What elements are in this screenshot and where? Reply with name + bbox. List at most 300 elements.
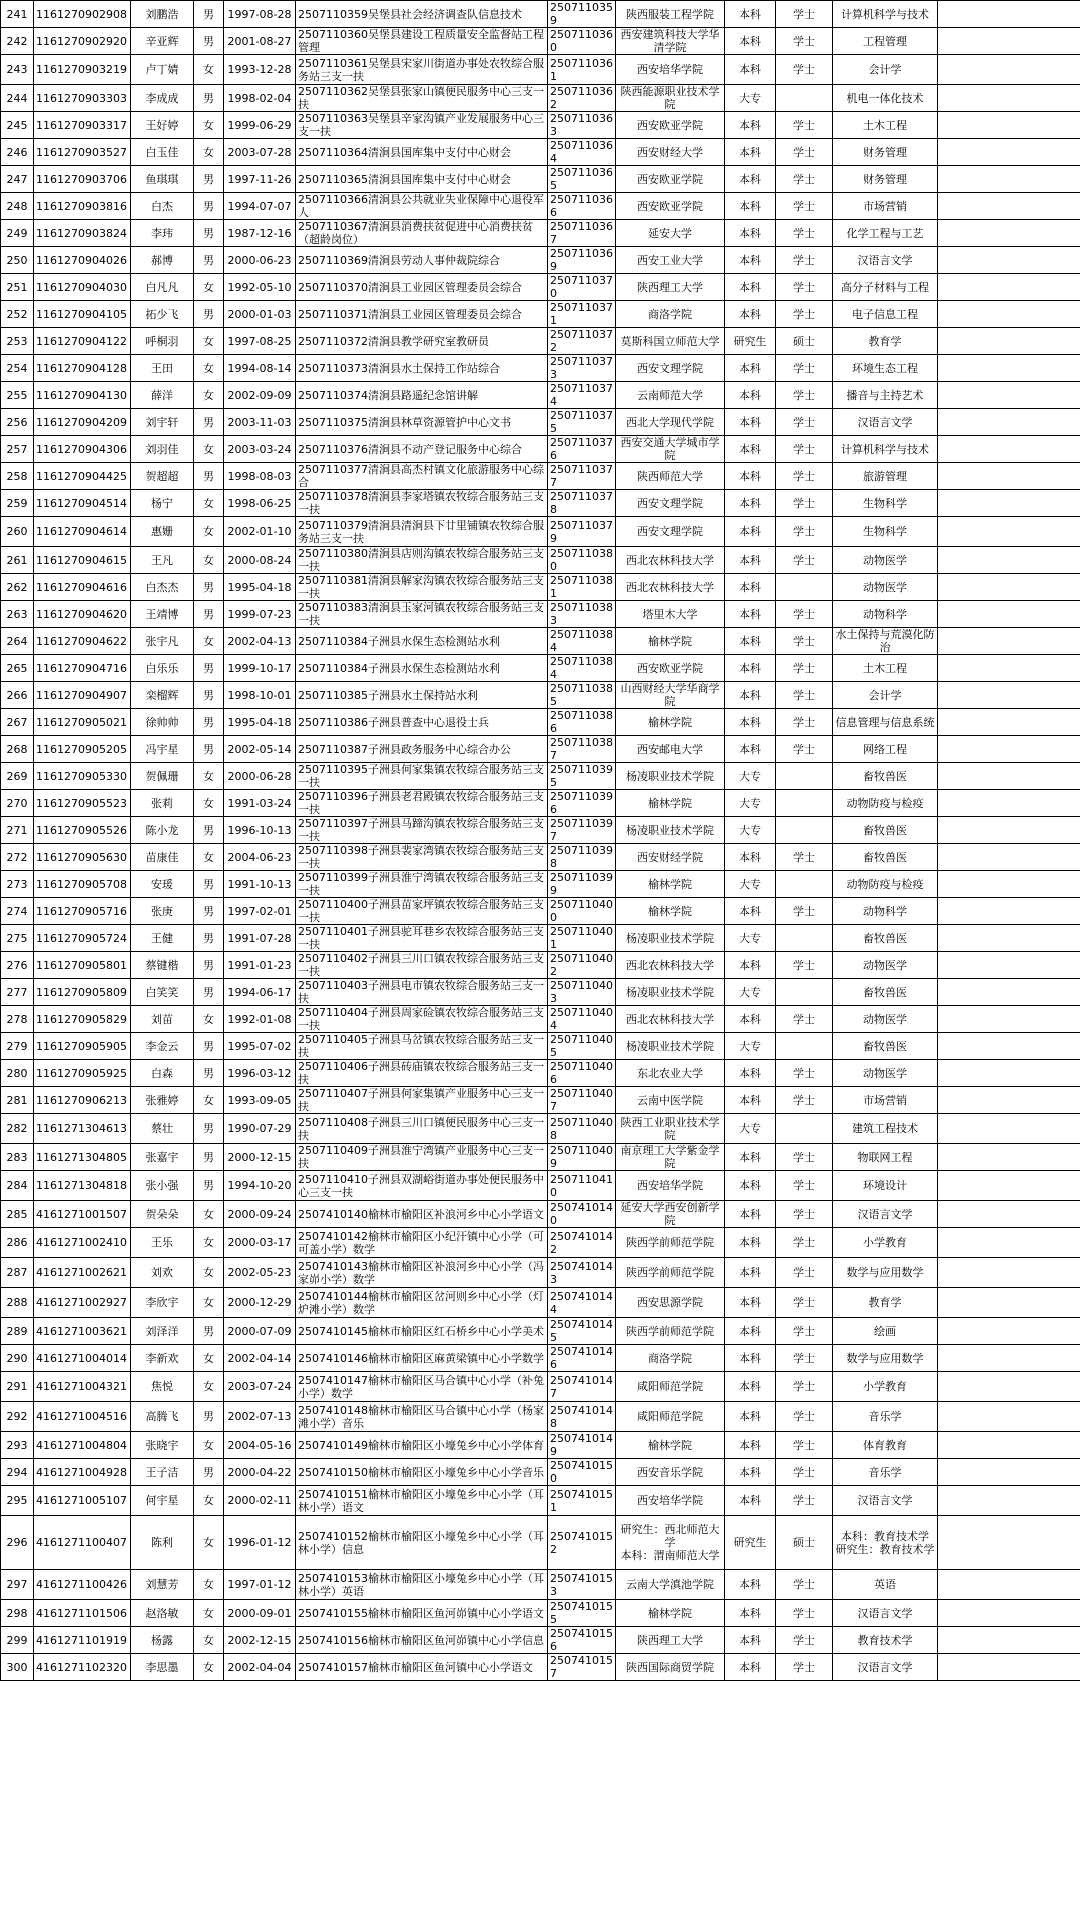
cell-birthdate: 2003-07-28: [224, 139, 296, 166]
table-row: [1, 574, 1080, 601]
cell-index: 292: [1, 1402, 34, 1432]
cell-education: 本科: [725, 1060, 776, 1087]
cell-major: 畜牧兽医: [833, 763, 938, 790]
cell-exam-id: 1161270904030: [34, 274, 131, 301]
cell-position-code: 2507410157: [548, 1654, 616, 1681]
cell-degree: 学士: [776, 139, 833, 166]
cell-blank: [938, 463, 1080, 490]
cell-name: 王凡: [131, 547, 194, 574]
cell-major: 教育学: [833, 328, 938, 355]
cell-degree: 学士: [776, 1144, 833, 1171]
table-row: [1, 166, 1080, 193]
cell-position-code: 2507110386: [548, 709, 616, 736]
cell-blank: [938, 85, 1080, 112]
cell-school: 陕西服装工程学院: [616, 1, 725, 28]
cell-position-code: 2507110365: [548, 166, 616, 193]
cell-major: 建筑工程技术: [833, 1114, 938, 1144]
cell-school: 西安欧亚学院: [616, 655, 725, 682]
cell-name: 贺超超: [131, 463, 194, 490]
cell-degree: 学士: [776, 1402, 833, 1432]
cell-position: 2507110364清涧县国库集中支付中心财会: [296, 139, 548, 166]
cell-exam-id: 1161270903317: [34, 112, 131, 139]
cell-name: 王乐: [131, 1228, 194, 1258]
cell-name: 李欣宇: [131, 1288, 194, 1318]
table-body: [1, 1, 1080, 1681]
cell-education: 本科: [725, 55, 776, 85]
cell-birthdate: 1987-12-16: [224, 220, 296, 247]
table-row: [1, 844, 1080, 871]
cell-birthdate: 1993-09-05: [224, 1087, 296, 1114]
cell-position-code: 2507110395: [548, 763, 616, 790]
cell-major: 化学工程与工艺: [833, 220, 938, 247]
table-row: [1, 247, 1080, 274]
cell-degree: 学士: [776, 301, 833, 328]
table-row: [1, 1033, 1080, 1060]
cell-position-code: 2507410155: [548, 1600, 616, 1627]
cell-index: 282: [1, 1114, 34, 1144]
cell-birthdate: 2000-06-28: [224, 763, 296, 790]
cell-birthdate: 2002-12-15: [224, 1627, 296, 1654]
cell-position: 2507410157榆林市榆阳区鱼河镇中心小学语文: [296, 1654, 548, 1681]
cell-exam-id: 4161271005107: [34, 1486, 131, 1516]
cell-exam-id: 4161271004516: [34, 1402, 131, 1432]
cell-gender: 女: [194, 1372, 224, 1402]
cell-degree: 学士: [776, 220, 833, 247]
cell-index: 272: [1, 844, 34, 871]
cell-gender: 女: [194, 1627, 224, 1654]
cell-education: 研究生: [725, 328, 776, 355]
cell-major: 工程管理: [833, 28, 938, 55]
cell-education: 本科: [725, 247, 776, 274]
cell-exam-id: 4161271004321: [34, 1372, 131, 1402]
table-row: [1, 355, 1080, 382]
cell-school: 延安大学: [616, 220, 725, 247]
cell-major: 计算机科学与技术: [833, 1, 938, 28]
cell-index: 266: [1, 682, 34, 709]
cell-index: 298: [1, 1600, 34, 1627]
cell-degree: 学士: [776, 1288, 833, 1318]
cell-position-code: 2507110384: [548, 655, 616, 682]
cell-school: 西安文理学院: [616, 355, 725, 382]
cell-school: 西安财经学院: [616, 844, 725, 871]
cell-major: 汉语言文学: [833, 409, 938, 436]
cell-index: 248: [1, 193, 34, 220]
table-row: [1, 871, 1080, 898]
cell-position: 2507110401子洲县驼耳巷乡农牧综合服务站三支一扶: [296, 925, 548, 952]
cell-degree: 学士: [776, 736, 833, 763]
cell-school: 陕西理工大学: [616, 1627, 725, 1654]
cell-blank: [938, 220, 1080, 247]
cell-position: 2507110399子洲县淮宁湾镇农牧综合服务站三支一扶: [296, 871, 548, 898]
cell-exam-id: 1161270905801: [34, 952, 131, 979]
cell-school: 陕西学前师范学院: [616, 1258, 725, 1288]
cell-school: 榆林学院: [616, 1600, 725, 1627]
cell-exam-id: 1161270904514: [34, 490, 131, 517]
cell-degree: 学士: [776, 1570, 833, 1600]
cell-school: 西安思源学院: [616, 1288, 725, 1318]
cell-position-code: 2507110373: [548, 355, 616, 382]
cell-exam-id: 1161270905724: [34, 925, 131, 952]
cell-birthdate: 2000-03-17: [224, 1228, 296, 1258]
cell-name: 白凡凡: [131, 274, 194, 301]
cell-gender: 女: [194, 1570, 224, 1600]
cell-exam-id: 1161270903706: [34, 166, 131, 193]
table-row: [1, 1171, 1080, 1201]
cell-position: 2507110360吴堡县建设工程质量安全监督站工程管理: [296, 28, 548, 55]
cell-position: 2507110410子洲县双湖峪街道办事处便民服务中心三支一扶: [296, 1171, 548, 1201]
cell-degree: 学士: [776, 436, 833, 463]
cell-major: 生物科学: [833, 517, 938, 547]
cell-blank: [938, 898, 1080, 925]
cell-education: 本科: [725, 1627, 776, 1654]
cell-position-code: 2507410146: [548, 1345, 616, 1372]
cell-degree: 学士: [776, 112, 833, 139]
cell-birthdate: 1996-10-13: [224, 817, 296, 844]
cell-exam-id: 1161270903219: [34, 55, 131, 85]
cell-birthdate: 2000-09-01: [224, 1600, 296, 1627]
cell-major: 电子信息工程: [833, 301, 938, 328]
cell-name: 卢丁婧: [131, 55, 194, 85]
cell-birthdate: 1994-06-17: [224, 979, 296, 1006]
cell-education: 本科: [725, 28, 776, 55]
cell-blank: [938, 979, 1080, 1006]
cell-degree: 学士: [776, 1459, 833, 1486]
cell-school: 云南大学滇池学院: [616, 1570, 725, 1600]
cell-name: 刘鹏浩: [131, 1, 194, 28]
cell-exam-id: 1161271304613: [34, 1114, 131, 1144]
table-row: [1, 301, 1080, 328]
cell-degree: 学士: [776, 355, 833, 382]
cell-gender: 男: [194, 247, 224, 274]
cell-gender: 男: [194, 463, 224, 490]
cell-major: 汉语言文学: [833, 247, 938, 274]
cell-major: 播音与主持艺术: [833, 382, 938, 409]
cell-birthdate: 1997-01-12: [224, 1570, 296, 1600]
cell-degree: 学士: [776, 193, 833, 220]
cell-education: 大专: [725, 763, 776, 790]
cell-position-code: 2507410143: [548, 1258, 616, 1288]
cell-school: 杨凌职业技术学院: [616, 817, 725, 844]
cell-education: 本科: [725, 1372, 776, 1402]
cell-birthdate: 2002-04-13: [224, 628, 296, 655]
cell-index: 289: [1, 1318, 34, 1345]
cell-position-code: 2507410144: [548, 1288, 616, 1318]
cell-degree: 学士: [776, 409, 833, 436]
cell-position-code: 2507110397: [548, 817, 616, 844]
cell-position: 2507110407子洲县何家集镇产业服务中心三支一扶: [296, 1087, 548, 1114]
cell-degree: 学士: [776, 1258, 833, 1288]
cell-degree: 学士: [776, 1228, 833, 1258]
cell-position: 2507110367清涧县消费扶贫促进中心消费扶贫（超龄岗位）: [296, 220, 548, 247]
cell-position: 2507110372清涧县教学研究室教研员: [296, 328, 548, 355]
cell-gender: 男: [194, 925, 224, 952]
cell-birthdate: 1997-08-25: [224, 328, 296, 355]
cell-gender: 女: [194, 517, 224, 547]
cell-birthdate: 2002-05-14: [224, 736, 296, 763]
cell-gender: 男: [194, 1318, 224, 1345]
cell-name: 李新欢: [131, 1345, 194, 1372]
cell-index: 262: [1, 574, 34, 601]
cell-name: 白杰: [131, 193, 194, 220]
cell-degree: 学士: [776, 1060, 833, 1087]
cell-degree: 学士: [776, 1600, 833, 1627]
cell-major: 会计学: [833, 55, 938, 85]
cell-birthdate: 2004-05-16: [224, 1432, 296, 1459]
cell-major: 汉语言文学: [833, 1201, 938, 1228]
cell-education: 本科: [725, 628, 776, 655]
cell-position-code: 2507110364: [548, 139, 616, 166]
cell-school: 榆林学院: [616, 898, 725, 925]
cell-exam-id: 1161270906213: [34, 1087, 131, 1114]
cell-gender: 女: [194, 763, 224, 790]
cell-name: 蔡键楷: [131, 952, 194, 979]
cell-birthdate: 1994-07-07: [224, 193, 296, 220]
cell-exam-id: 1161270904122: [34, 328, 131, 355]
table-row: [1, 193, 1080, 220]
cell-position-code: 2507110366: [548, 193, 616, 220]
cell-index: 260: [1, 517, 34, 547]
cell-school: 西安音乐学院: [616, 1459, 725, 1486]
cell-blank: [938, 1171, 1080, 1201]
cell-school: 塔里木大学: [616, 601, 725, 628]
cell-gender: 男: [194, 1171, 224, 1201]
cell-degree: 学士: [776, 382, 833, 409]
cell-exam-id: 1161270905716: [34, 898, 131, 925]
cell-index: 245: [1, 112, 34, 139]
cell-exam-id: 1161270905523: [34, 790, 131, 817]
cell-degree: 学士: [776, 547, 833, 574]
cell-position: 2507110386子洲县普查中心退役士兵: [296, 709, 548, 736]
cell-birthdate: 1998-02-04: [224, 85, 296, 112]
cell-birthdate: 2003-07-24: [224, 1372, 296, 1402]
cell-position-code: 2507410145: [548, 1318, 616, 1345]
table-row: [1, 328, 1080, 355]
cell-exam-id: 4161271002621: [34, 1258, 131, 1288]
cell-blank: [938, 682, 1080, 709]
cell-blank: [938, 1201, 1080, 1228]
cell-name: 冯宇星: [131, 736, 194, 763]
cell-gender: 男: [194, 952, 224, 979]
cell-education: 本科: [725, 898, 776, 925]
cell-blank: [938, 1600, 1080, 1627]
table-row: [1, 1600, 1080, 1627]
cell-exam-id: 1161270904615: [34, 547, 131, 574]
cell-index: 300: [1, 1654, 34, 1681]
cell-school: 莫斯科国立师范大学: [616, 328, 725, 355]
cell-degree: 学士: [776, 844, 833, 871]
cell-major: 体育教育: [833, 1432, 938, 1459]
cell-index: 286: [1, 1228, 34, 1258]
cell-index: 281: [1, 1087, 34, 1114]
table-row: [1, 790, 1080, 817]
cell-blank: [938, 1, 1080, 28]
cell-blank: [938, 139, 1080, 166]
cell-blank: [938, 1318, 1080, 1345]
cell-name: 拓少飞: [131, 301, 194, 328]
table-row: [1, 1570, 1080, 1600]
cell-degree: 学士: [776, 952, 833, 979]
cell-blank: [938, 1402, 1080, 1432]
table-row: [1, 709, 1080, 736]
cell-exam-id: 4161271102320: [34, 1654, 131, 1681]
cell-blank: [938, 1060, 1080, 1087]
cell-education: 本科: [725, 112, 776, 139]
table-row: [1, 436, 1080, 463]
cell-name: 白笑笑: [131, 979, 194, 1006]
cell-major: 畜牧兽医: [833, 844, 938, 871]
cell-major: 动物科学: [833, 601, 938, 628]
cell-name: 白森: [131, 1060, 194, 1087]
cell-degree: 学士: [776, 463, 833, 490]
cell-index: 242: [1, 28, 34, 55]
cell-birthdate: 1998-08-03: [224, 463, 296, 490]
cell-major: 汉语言文学: [833, 1654, 938, 1681]
cell-birthdate: 2002-07-13: [224, 1402, 296, 1432]
cell-name: 王田: [131, 355, 194, 382]
cell-school: 西安欧亚学院: [616, 112, 725, 139]
cell-blank: [938, 1006, 1080, 1033]
cell-major: 机电一体化技术: [833, 85, 938, 112]
cell-blank: [938, 547, 1080, 574]
cell-major: 数学与应用数学: [833, 1258, 938, 1288]
cell-school: 榆林学院: [616, 1432, 725, 1459]
cell-major: 财务管理: [833, 166, 938, 193]
cell-index: 297: [1, 1570, 34, 1600]
cell-education: 大专: [725, 925, 776, 952]
cell-position-code: 2507110380: [548, 547, 616, 574]
cell-degree: [776, 979, 833, 1006]
cell-exam-id: 1161270902920: [34, 28, 131, 55]
table-row: [1, 601, 1080, 628]
cell-exam-id: 4161271001507: [34, 1201, 131, 1228]
cell-degree: 学士: [776, 628, 833, 655]
cell-position: 2507410148榆林市榆阳区马合镇中心小学（杨家滩小学）音乐: [296, 1402, 548, 1432]
cell-school: 西安培华学院: [616, 1171, 725, 1201]
cell-degree: 硕士: [776, 328, 833, 355]
cell-name: 王子洁: [131, 1459, 194, 1486]
cell-position-code: 2507110410: [548, 1171, 616, 1201]
cell-position-code: 2507110407: [548, 1087, 616, 1114]
cell-blank: [938, 112, 1080, 139]
cell-name: 刘宇轩: [131, 409, 194, 436]
cell-position: 2507410143榆林市榆阳区补浪河乡中心小学（冯家峁小学）数学: [296, 1258, 548, 1288]
cell-name: 白杰杰: [131, 574, 194, 601]
cell-name: 白乐乐: [131, 655, 194, 682]
cell-gender: 男: [194, 817, 224, 844]
cell-birthdate: 2004-06-23: [224, 844, 296, 871]
cell-exam-id: 1161270905708: [34, 871, 131, 898]
cell-index: 250: [1, 247, 34, 274]
cell-major: 畜牧兽医: [833, 817, 938, 844]
cell-position: 2507410153榆林市榆阳区小壕兔乡中心小学（耳林小学）英语: [296, 1570, 548, 1600]
cell-education: 本科: [725, 409, 776, 436]
cell-education: 本科: [725, 166, 776, 193]
cell-position: 2507110374清涧县路遥纪念馆讲解: [296, 382, 548, 409]
table-row: [1, 979, 1080, 1006]
cell-position-code: 2507110372: [548, 328, 616, 355]
cell-blank: [938, 490, 1080, 517]
cell-name: 李金云: [131, 1033, 194, 1060]
cell-school: 西安文理学院: [616, 490, 725, 517]
table-row: [1, 655, 1080, 682]
cell-education: 本科: [725, 1087, 776, 1114]
cell-gender: 男: [194, 220, 224, 247]
cell-education: 本科: [725, 1459, 776, 1486]
cell-school: 榆林学院: [616, 709, 725, 736]
cell-school: 陕西学前师范学院: [616, 1228, 725, 1258]
table-row: [1, 1432, 1080, 1459]
cell-degree: 学士: [776, 682, 833, 709]
cell-degree: 学士: [776, 1171, 833, 1201]
cell-position-code: 2507410153: [548, 1570, 616, 1600]
cell-exam-id: 1161270903824: [34, 220, 131, 247]
table-row: [1, 1654, 1080, 1681]
cell-name: 陈小龙: [131, 817, 194, 844]
cell-birthdate: 2002-01-10: [224, 517, 296, 547]
cell-gender: 女: [194, 1516, 224, 1570]
cell-position-code: 2507110409: [548, 1144, 616, 1171]
cell-index: 290: [1, 1345, 34, 1372]
cell-birthdate: 2000-09-24: [224, 1201, 296, 1228]
cell-name: 赵洛敏: [131, 1600, 194, 1627]
cell-position: 2507110403子洲县电市镇农牧综合服务站三支一扶: [296, 979, 548, 1006]
cell-gender: 女: [194, 274, 224, 301]
cell-name: 张嘉宇: [131, 1144, 194, 1171]
cell-major: 物联网工程: [833, 1144, 938, 1171]
cell-major: 信息管理与信息系统: [833, 709, 938, 736]
cell-school: 东北农业大学: [616, 1060, 725, 1087]
cell-major: 动物科学: [833, 898, 938, 925]
cell-school: 西安工业大学: [616, 247, 725, 274]
cell-education: 大专: [725, 790, 776, 817]
cell-exam-id: 1161270905829: [34, 1006, 131, 1033]
cell-blank: [938, 517, 1080, 547]
cell-index: 273: [1, 871, 34, 898]
table-row: [1, 112, 1080, 139]
cell-blank: [938, 1486, 1080, 1516]
cell-index: 265: [1, 655, 34, 682]
cell-position: 2507110375清涧县林草资源管护中心文书: [296, 409, 548, 436]
cell-school: 延安大学西安创新学院: [616, 1201, 725, 1228]
cell-exam-id: 1161270904128: [34, 355, 131, 382]
cell-birthdate: 2000-12-29: [224, 1288, 296, 1318]
cell-name: 焦悦: [131, 1372, 194, 1402]
cell-major: 生物科学: [833, 490, 938, 517]
cell-school: 杨凌职业技术学院: [616, 925, 725, 952]
cell-blank: [938, 1627, 1080, 1654]
cell-education: 本科: [725, 1486, 776, 1516]
cell-birthdate: 2002-09-09: [224, 382, 296, 409]
cell-birthdate: 1996-03-12: [224, 1060, 296, 1087]
cell-school: 杨凌职业技术学院: [616, 979, 725, 1006]
cell-degree: [776, 763, 833, 790]
cell-birthdate: 2000-02-11: [224, 1486, 296, 1516]
cell-degree: 学士: [776, 1654, 833, 1681]
cell-name: 薛洋: [131, 382, 194, 409]
cell-education: 大专: [725, 871, 776, 898]
cell-birthdate: 2000-08-24: [224, 547, 296, 574]
cell-gender: 女: [194, 328, 224, 355]
cell-school: 西安欧亚学院: [616, 193, 725, 220]
cell-blank: [938, 601, 1080, 628]
cell-position: 2507110405子洲县马岔镇农牧综合服务站三支一扶: [296, 1033, 548, 1060]
cell-degree: [776, 871, 833, 898]
table-row: [1, 1486, 1080, 1516]
cell-exam-id: 1161270904907: [34, 682, 131, 709]
cell-index: 270: [1, 790, 34, 817]
table-row: [1, 925, 1080, 952]
cell-name: 辛亚辉: [131, 28, 194, 55]
